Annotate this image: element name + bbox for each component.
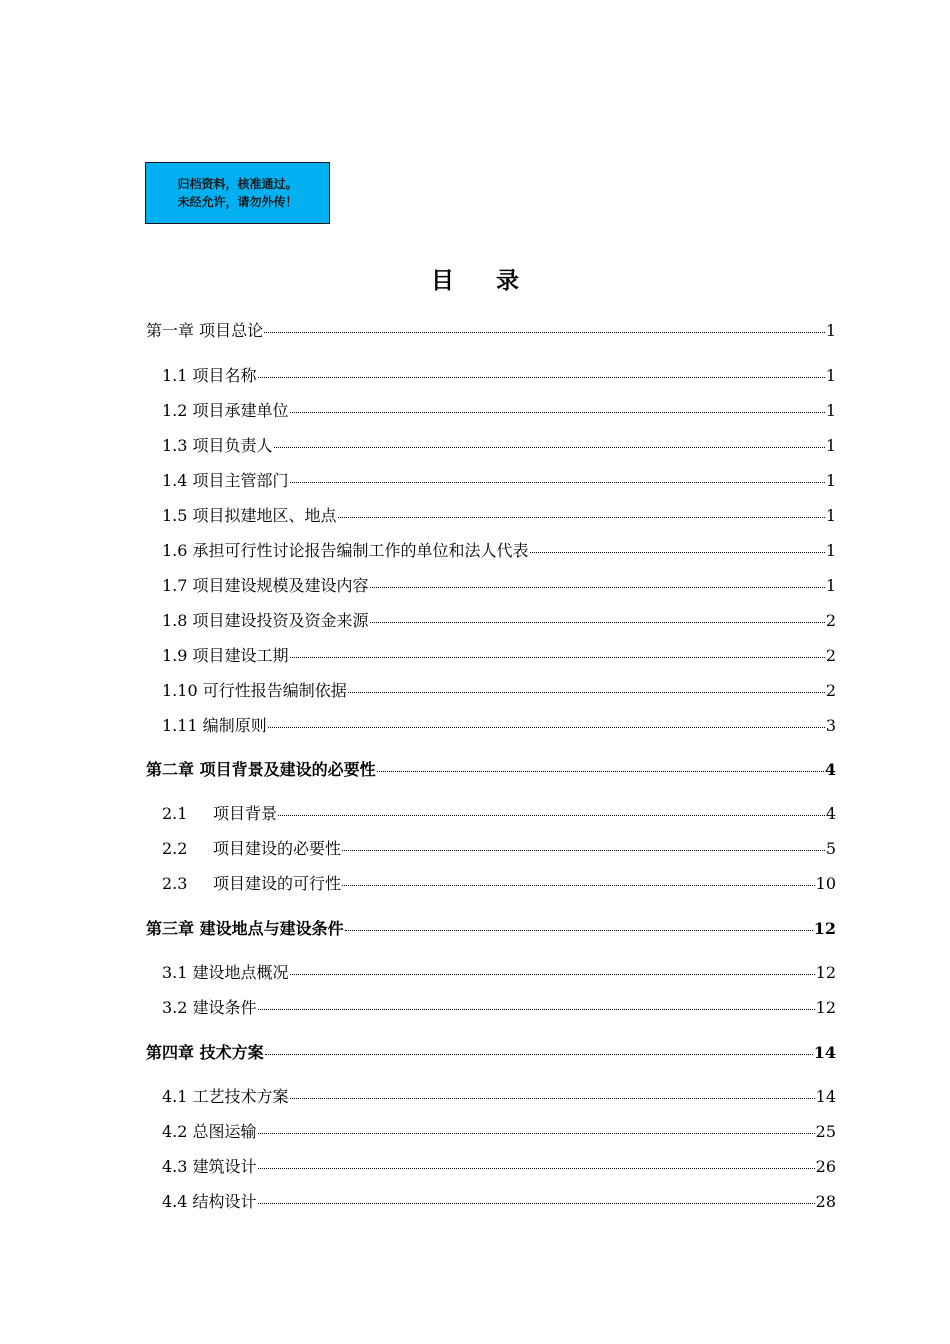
toc-entry-page: 2 [825,681,836,700]
toc-dot-leader [370,622,825,623]
toc-entry-label: 项目建设的必要性 [213,839,342,858]
toc-entry-4-4[interactable] [162,1191,836,1213]
toc-entry-label: 1.9 项目建设工期 [162,646,289,665]
toc-entry-number: 2.2 [162,839,188,858]
toc-entry-label: 1.5 项目拟建地区、地点 [162,506,337,525]
toc-entry-label: 第四章 技术方案 [146,1043,264,1062]
toc-entry-label: 4.1 工艺技术方案 [162,1087,289,1106]
toc-entry-1-1[interactable] [162,365,836,387]
toc-entry-page: 14 [815,1087,836,1106]
toc-entry-page: 2 [825,611,836,630]
toc-dot-leader [264,332,825,333]
toc-entry-1-5[interactable] [162,505,836,527]
toc-entry-page: 1 [825,506,836,525]
toc-entry-1-9[interactable] [162,645,836,667]
toc-dot-leader [342,885,815,886]
toc-dot-leader [274,447,825,448]
toc-dot-leader [258,1168,815,1169]
toc-entry-label: 1.10 可行性报告编制依据 [162,681,347,700]
toc-entry-label: 项目背景 [213,804,278,823]
toc-entry-page: 4 [824,760,836,779]
toc-entry-chapter-4[interactable] [146,1042,836,1064]
toc-entry-page: 25 [815,1122,836,1141]
toc-entry-4-3[interactable] [162,1156,836,1178]
toc-entry-label: 3.2 建设条件 [162,998,257,1017]
toc-entry-3-2[interactable] [162,997,836,1019]
toc-entry-4-1[interactable] [162,1086,836,1108]
toc-dot-leader [258,1133,815,1134]
toc-entry-label: 1.6 承担可行性讨论报告编制工作的单位和法人代表 [162,541,529,560]
toc-dot-leader [278,815,825,816]
toc-entry-label: 1.4 项目主管部门 [162,471,289,490]
toc-entry-2-1[interactable] [162,803,836,825]
toc-entry-page: 1 [825,366,836,385]
toc-dot-leader [258,1203,815,1204]
toc-entry-label: 1.7 项目建设规模及建设内容 [162,576,369,595]
toc-entry-label: 4.4 结构设计 [162,1192,257,1211]
toc-entry-number: 2.3 [162,874,188,893]
toc-dot-leader [258,377,825,378]
toc-dot-leader [268,727,825,728]
toc-title [0,262,950,295]
toc-entry-label: 4.3 建筑设计 [162,1157,257,1176]
toc-entry-1-7[interactable] [162,575,836,597]
toc-dot-leader [370,587,825,588]
toc-entry-page: 1 [825,401,836,420]
toc-entry-page: 1 [825,321,836,340]
toc-entry-3-1[interactable] [162,962,836,984]
toc-dot-leader [342,850,825,851]
toc-entry-label: 第一章 项目总论 [146,321,264,340]
toc-entry-1-6[interactable] [162,540,836,562]
toc-entry-page: 10 [815,874,836,893]
toc-dot-leader [290,657,825,658]
stamp-line-2: 未经允许，请勿外传！ [177,195,298,209]
toc-entry-page: 5 [825,839,836,858]
toc-entry-page: 3 [825,716,836,735]
toc-dot-leader [290,412,825,413]
toc-entry-page: 1 [825,541,836,560]
toc-entry-1-10[interactable] [162,680,836,702]
toc-title-char-1: 目 [431,268,454,294]
toc-dot-leader [265,1054,813,1055]
toc-entry-page: 2 [825,646,836,665]
toc-entry-label: 1.2 项目承建单位 [162,401,289,420]
toc-entry-4-2[interactable] [162,1121,836,1143]
toc-entry-label: 1.3 项目负责人 [162,436,273,455]
toc-entry-1-2[interactable] [162,400,836,422]
toc-dot-leader [258,1009,815,1010]
toc-entry-label: 4.2 总图运输 [162,1122,257,1141]
toc-entry-1-11[interactable] [162,715,836,737]
toc-dot-leader [345,930,813,931]
toc-entry-chapter-3[interactable] [146,918,836,940]
toc-dot-leader [530,552,825,553]
toc-entry-2-3[interactable] [162,873,836,895]
toc-entry-page: 12 [815,963,836,982]
toc-entry-1-4[interactable] [162,470,836,492]
toc-entry-label: 1.1 项目名称 [162,366,257,385]
toc-entry-1-8[interactable] [162,610,836,632]
toc-entry-chapter-2[interactable] [146,759,836,781]
toc-entry-label: 第二章 项目背景及建设的必要性 [146,760,376,779]
toc-entry-page: 12 [813,919,836,938]
toc-entry-page: 12 [815,998,836,1017]
toc-dot-leader [338,517,825,518]
toc-entry-label: 项目建设的可行性 [213,874,342,893]
toc-entry-page: 26 [815,1157,836,1176]
toc-entry-number: 2.1 [162,804,188,823]
toc-entry-page: 28 [815,1192,836,1211]
toc-entry-label: 1.8 项目建设投资及资金来源 [162,611,369,630]
toc-entry-page: 4 [825,804,836,823]
toc-title-char-2: 录 [496,268,519,294]
toc-entry-page: 1 [825,471,836,490]
toc-entry-label: 3.1 建设地点概况 [162,963,289,982]
toc-entry-page: 14 [813,1043,836,1062]
toc-dot-leader [348,692,825,693]
toc-entry-2-2[interactable] [162,838,836,860]
toc-entry-page: 1 [825,576,836,595]
toc-entry-1-3[interactable] [162,435,836,457]
toc-dot-leader [290,1098,815,1099]
toc-entry-chapter-1[interactable] [146,320,836,342]
toc-entry-label: 1.11 编制原则 [162,716,267,735]
stamp-line-1: 归档资料，核准通过。 [177,177,298,191]
toc-entry-page: 1 [825,436,836,455]
toc-entry-label: 第三章 建设地点与建设条件 [146,919,344,938]
toc-dot-leader [377,771,824,772]
toc-dot-leader [290,482,825,483]
archive-stamp [145,162,330,224]
toc-dot-leader [290,974,815,975]
